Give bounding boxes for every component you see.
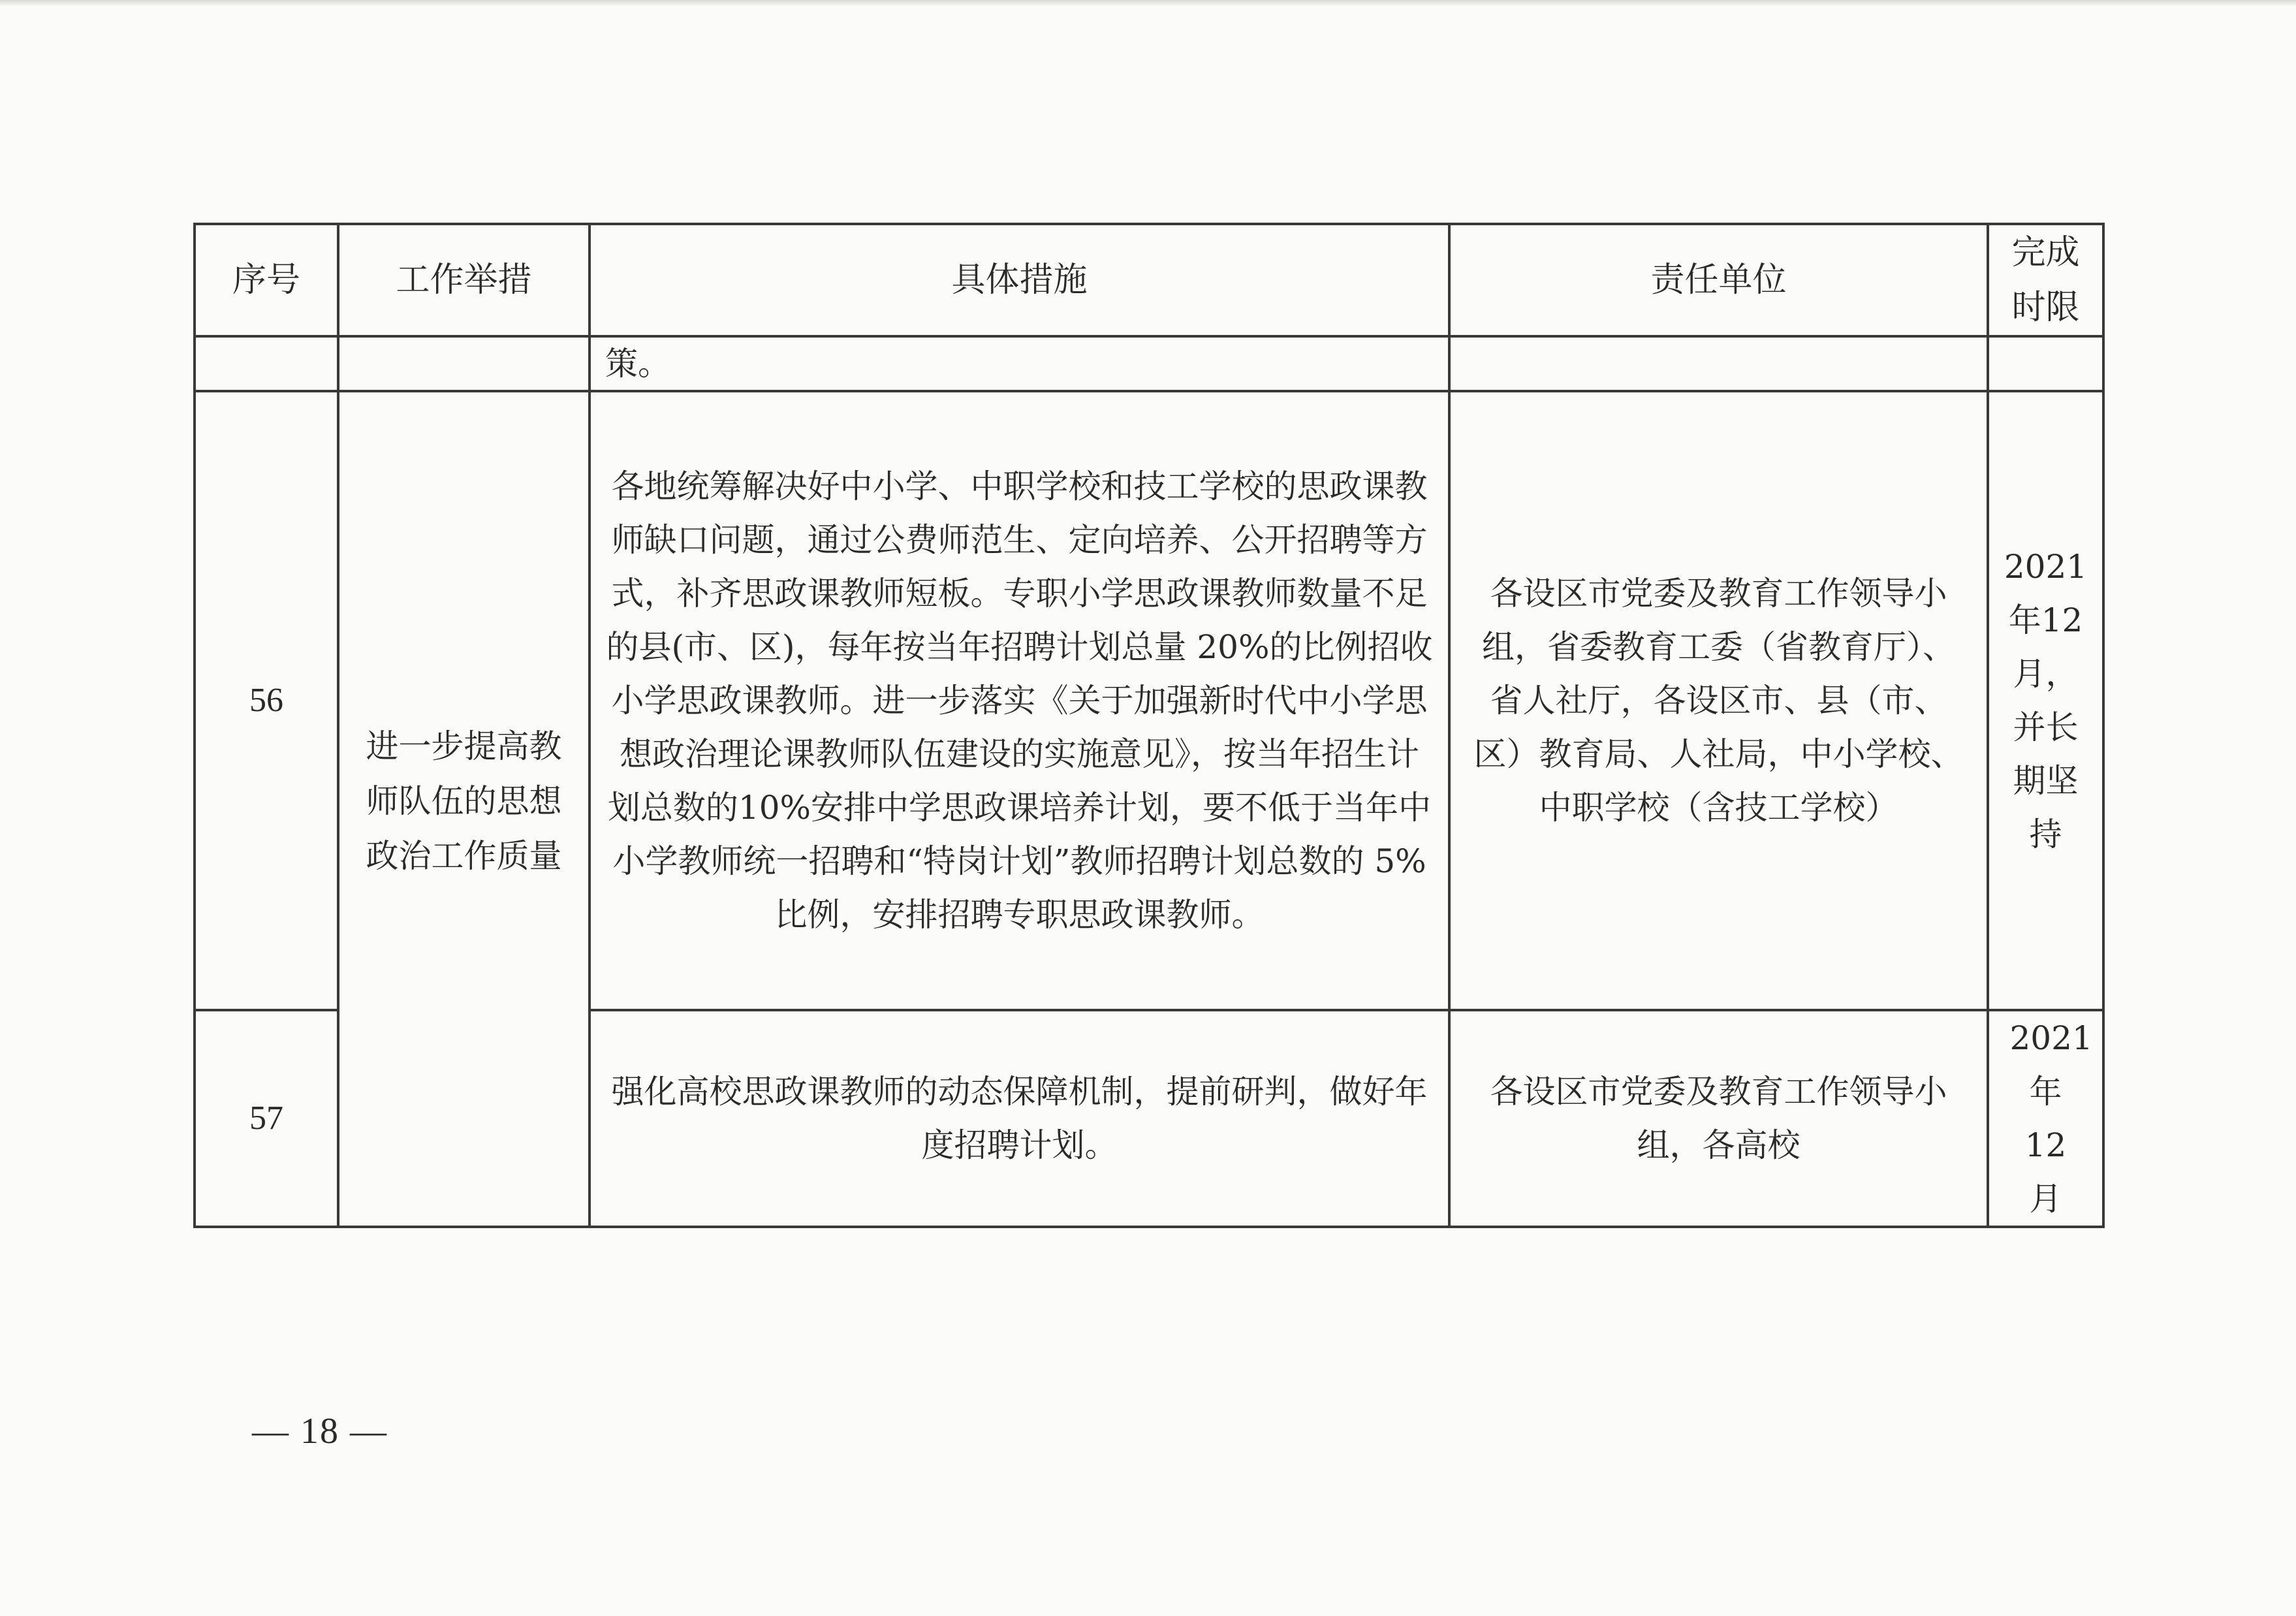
cont-measure-cell: 策。 [590,336,1449,391]
measures-table [193,223,2105,1228]
row-57-unit: 各设区市党委及教育工作领导小组，各高校 [1449,1010,1988,1227]
page-number: — 18 — [252,1411,388,1451]
header-seq: 序号 [195,224,338,336]
header-time-text: 完成时限 [2011,233,2080,327]
header-work: 工作举措 [338,224,590,336]
row-56-time [1988,391,2103,1010]
page-top-edge [0,0,2296,7]
header-time [1988,224,2103,336]
row-56-unit: 各设区市党委及教育工作领导小组，省委教育工委（省教育厅）、省人社厅，各设区市、县（市、区）教育局、人社局，中小学校、中职学校（含技工学校） [1449,391,1988,1010]
cont-work-cell [338,336,590,391]
cont-time-cell [1988,336,2103,391]
row-57-time [1988,1010,2103,1227]
row-56-seq: 56 [195,391,338,1010]
header-unit: 责任单位 [1449,224,1988,336]
work-item-text: 进一步提高教师队伍的思想政治工作质量 [366,727,562,875]
cont-seq-cell [195,336,338,391]
row-56-time-text: 2021年12月，并长期坚持 [2004,548,2088,853]
work-item-cell [338,391,590,1227]
row-56-measure: 各地统筹解决好中小学、中职学校和技工学校的思政课教师缺口问题，通过公费师范生、定向培养、公开招聘等方式，补齐思政课教师短板。专职小学思政课教师数量不足的县(市、区)，每年按当年招聘计划总量 20%的比例招收小学思政课教师。进一步落实《关于加强新时代中小学思想政治理论课教师队伍建设的实施意见》，按当年招生计划总数的10%安排中学思政课培养计划，要不低于当年中小学教师统一招聘和“特岗计划”教师招聘计划总数的 5%比例，安排招聘专职思政课教师。 [590,391,1449,1010]
header-measure: 具体措施 [590,224,1449,336]
row-57-measure: 强化高校思政课教师的动态保障机制，提前研判，做好年度招聘计划。 [590,1010,1449,1227]
table-row-56 [195,391,2103,1010]
cont-unit-cell [1449,336,1988,391]
table-header-row [195,224,2103,336]
table-row-continuation [195,336,2103,391]
row-57-seq: 57 [195,1010,338,1227]
row-57-time-text: 2021年12月 [2009,1019,2093,1218]
